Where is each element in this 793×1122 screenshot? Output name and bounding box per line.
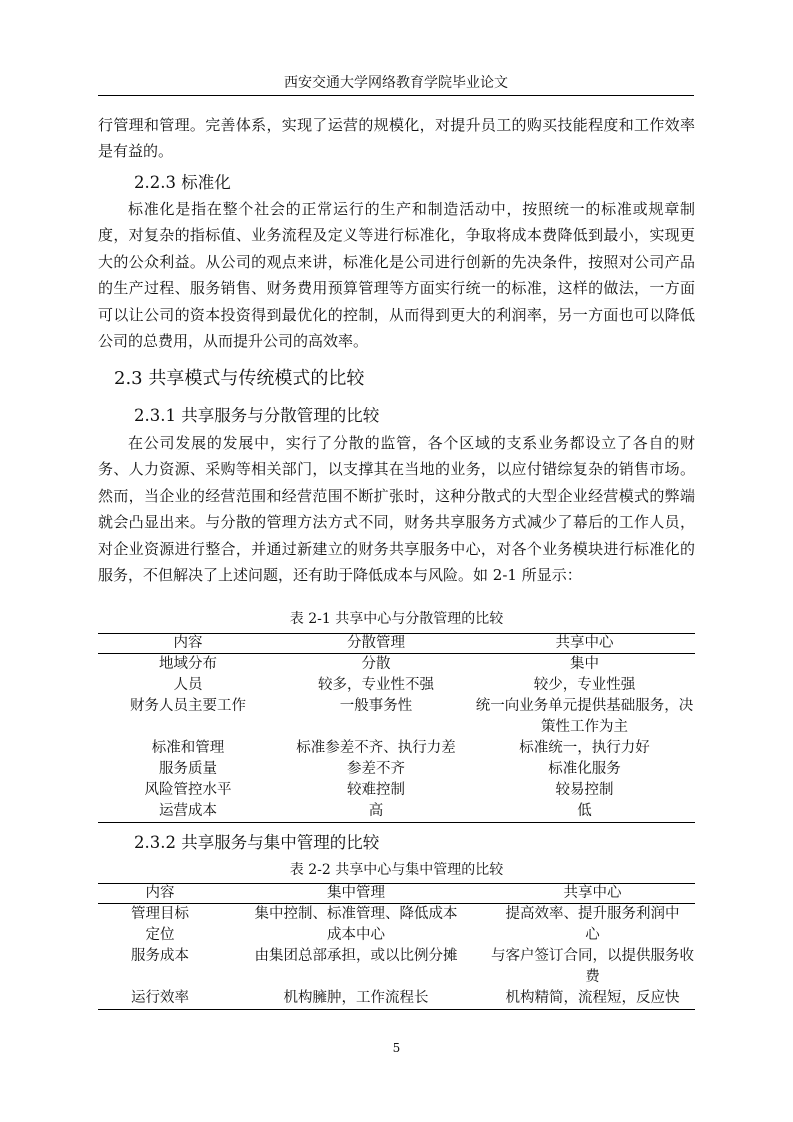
- table-cell: 一般事务性: [339, 698, 413, 714]
- table-cell: 低: [577, 803, 592, 819]
- table-2-1-caption: 表 2-1 共享中心与分散管理的比较: [289, 611, 504, 627]
- table-header-cell: 集中管理: [327, 885, 385, 901]
- table-cell: 较少，专业性强: [533, 677, 636, 693]
- heading-2-3-1: 2.3.1 共享服务与分散管理的比较: [134, 406, 380, 425]
- table-cell: 服务成本: [131, 948, 189, 964]
- table-cell: 由集团总部承担，或以比例分摊: [254, 948, 458, 964]
- table-row: [98, 780, 695, 801]
- table-cell: 地域分布: [159, 656, 217, 672]
- table-cell: 分散: [361, 656, 391, 672]
- table-2-1: [98, 633, 695, 823]
- table-cell: 统一向业务单元提供基础服务，决策性工作为主: [475, 698, 694, 735]
- table-cell: 标准参差不齐、执行力差: [296, 740, 456, 756]
- table-row: [98, 696, 695, 738]
- intro-paragraph: 行管理和管理。完善体系，实现了运营的规模化，对提升员工的购买技能程度和工作效率是有益的。: [98, 116, 695, 161]
- table-cell: 人员: [173, 677, 203, 693]
- table-cell: 风险管控水平: [144, 782, 232, 798]
- table-row: [98, 801, 695, 823]
- table-row: [98, 654, 695, 676]
- page-number: 5: [392, 1041, 401, 1055]
- table-cell: 较多，专业性不强: [318, 677, 434, 693]
- table-header-cell: 共享中心: [555, 635, 614, 651]
- table-cell: 管理目标定位: [131, 906, 189, 943]
- table-row: [98, 759, 695, 780]
- table-cell: 集中: [570, 656, 599, 672]
- table-cell: 标准化服务: [548, 761, 621, 777]
- table-cell: 高: [368, 803, 384, 819]
- table-cell: 标准和管理: [151, 740, 225, 756]
- table-cell: 较易控制: [555, 782, 614, 798]
- page-header: 西安交通大学网络教育学院毕业论文: [284, 75, 508, 91]
- paragraph-2-2-3: 标准化是指在整个社会的正常运行的生产和制造活动中，按照统一的标准或规章制度，对复杂的指标值、业务流程及定义等进行标准化，争取将成本费降低到最小，实现更大的公众利益。从公司的观点来讲，标准化是公司进行创新的先决条件，按照对公司产品的生产过程、服务销售、财务费用预算管理等方面实行统一的标准，这样的做法，一方面可以让公司的资本投资得到最优化的控制，从而得到更大的利润率，另一方面也可以降低公司的总费用，从而提升公司的高效率。: [98, 200, 695, 351]
- table-cell: 机构臃肿，工作流程长: [283, 990, 429, 1006]
- heading-2-3-2: 2.3.2 共享服务与集中管理的比较: [134, 833, 380, 852]
- table-header-cell: 分散管理: [347, 635, 405, 651]
- table-cell: 与客户签订合同，以提供服务收费: [491, 948, 694, 985]
- table-row: [98, 675, 695, 696]
- table-row: [98, 904, 695, 947]
- table-cell: 运营成本: [159, 803, 217, 819]
- table-header-row: [98, 634, 695, 654]
- table-header-cell: 内容: [173, 635, 203, 651]
- header-rule: [98, 95, 694, 96]
- table-cell: 参差不齐: [347, 761, 405, 777]
- table-2-2-caption: 表 2-2 共享中心与集中管理的比较: [289, 862, 504, 878]
- heading-2-3: 2.3 共享模式与传统模式的比较: [114, 368, 365, 389]
- paragraph-2-3-1: 在公司发展的发展中，实行了分散的监管，各个区域的支系业务都设立了各自的财务、人力资源、采购等相关部门，以支撑其在当地的业务，以应付错综复杂的销售市场。然而，当企业的经营范围和经营范围不断扩张时，这种分散式的大型企业经营模式的弊端就会凸显出来。与分散的管理方法方式不同，财务共享服务方式减少了幕后的工作人员，对企业资源进行整合，并通过新建立的财务共享服务中心，对各个业务模块进行标准化的服务，不但解决了上述问题，还有助于降低成本与风险。如 2-1 所显示：: [98, 434, 695, 585]
- table-cell: 服务质量: [159, 761, 217, 777]
- table-cell: 财务人员主要工作: [130, 698, 246, 714]
- table-2-2: [98, 883, 695, 1010]
- table-row: [98, 988, 695, 1010]
- table-header-cell: 共享中心: [563, 885, 622, 901]
- table-row: [98, 946, 695, 988]
- table-cell: 提高效率、提升服务利润中心: [505, 906, 680, 943]
- table-row: [98, 738, 695, 759]
- table-header-row: [98, 884, 695, 904]
- table-header-cell: 内容: [145, 885, 175, 901]
- table-cell: 较难控制: [347, 782, 405, 798]
- table-cell: 机构精简，流程短，反应快: [505, 990, 680, 1006]
- heading-2-2-3: 2.2.3 标准化: [134, 173, 231, 192]
- table-cell: 运行效率: [131, 990, 189, 1006]
- table-cell: 集中控制、标准管理、降低成本成本中心: [254, 906, 458, 943]
- table-cell: 标准统一，执行力好: [519, 740, 650, 756]
